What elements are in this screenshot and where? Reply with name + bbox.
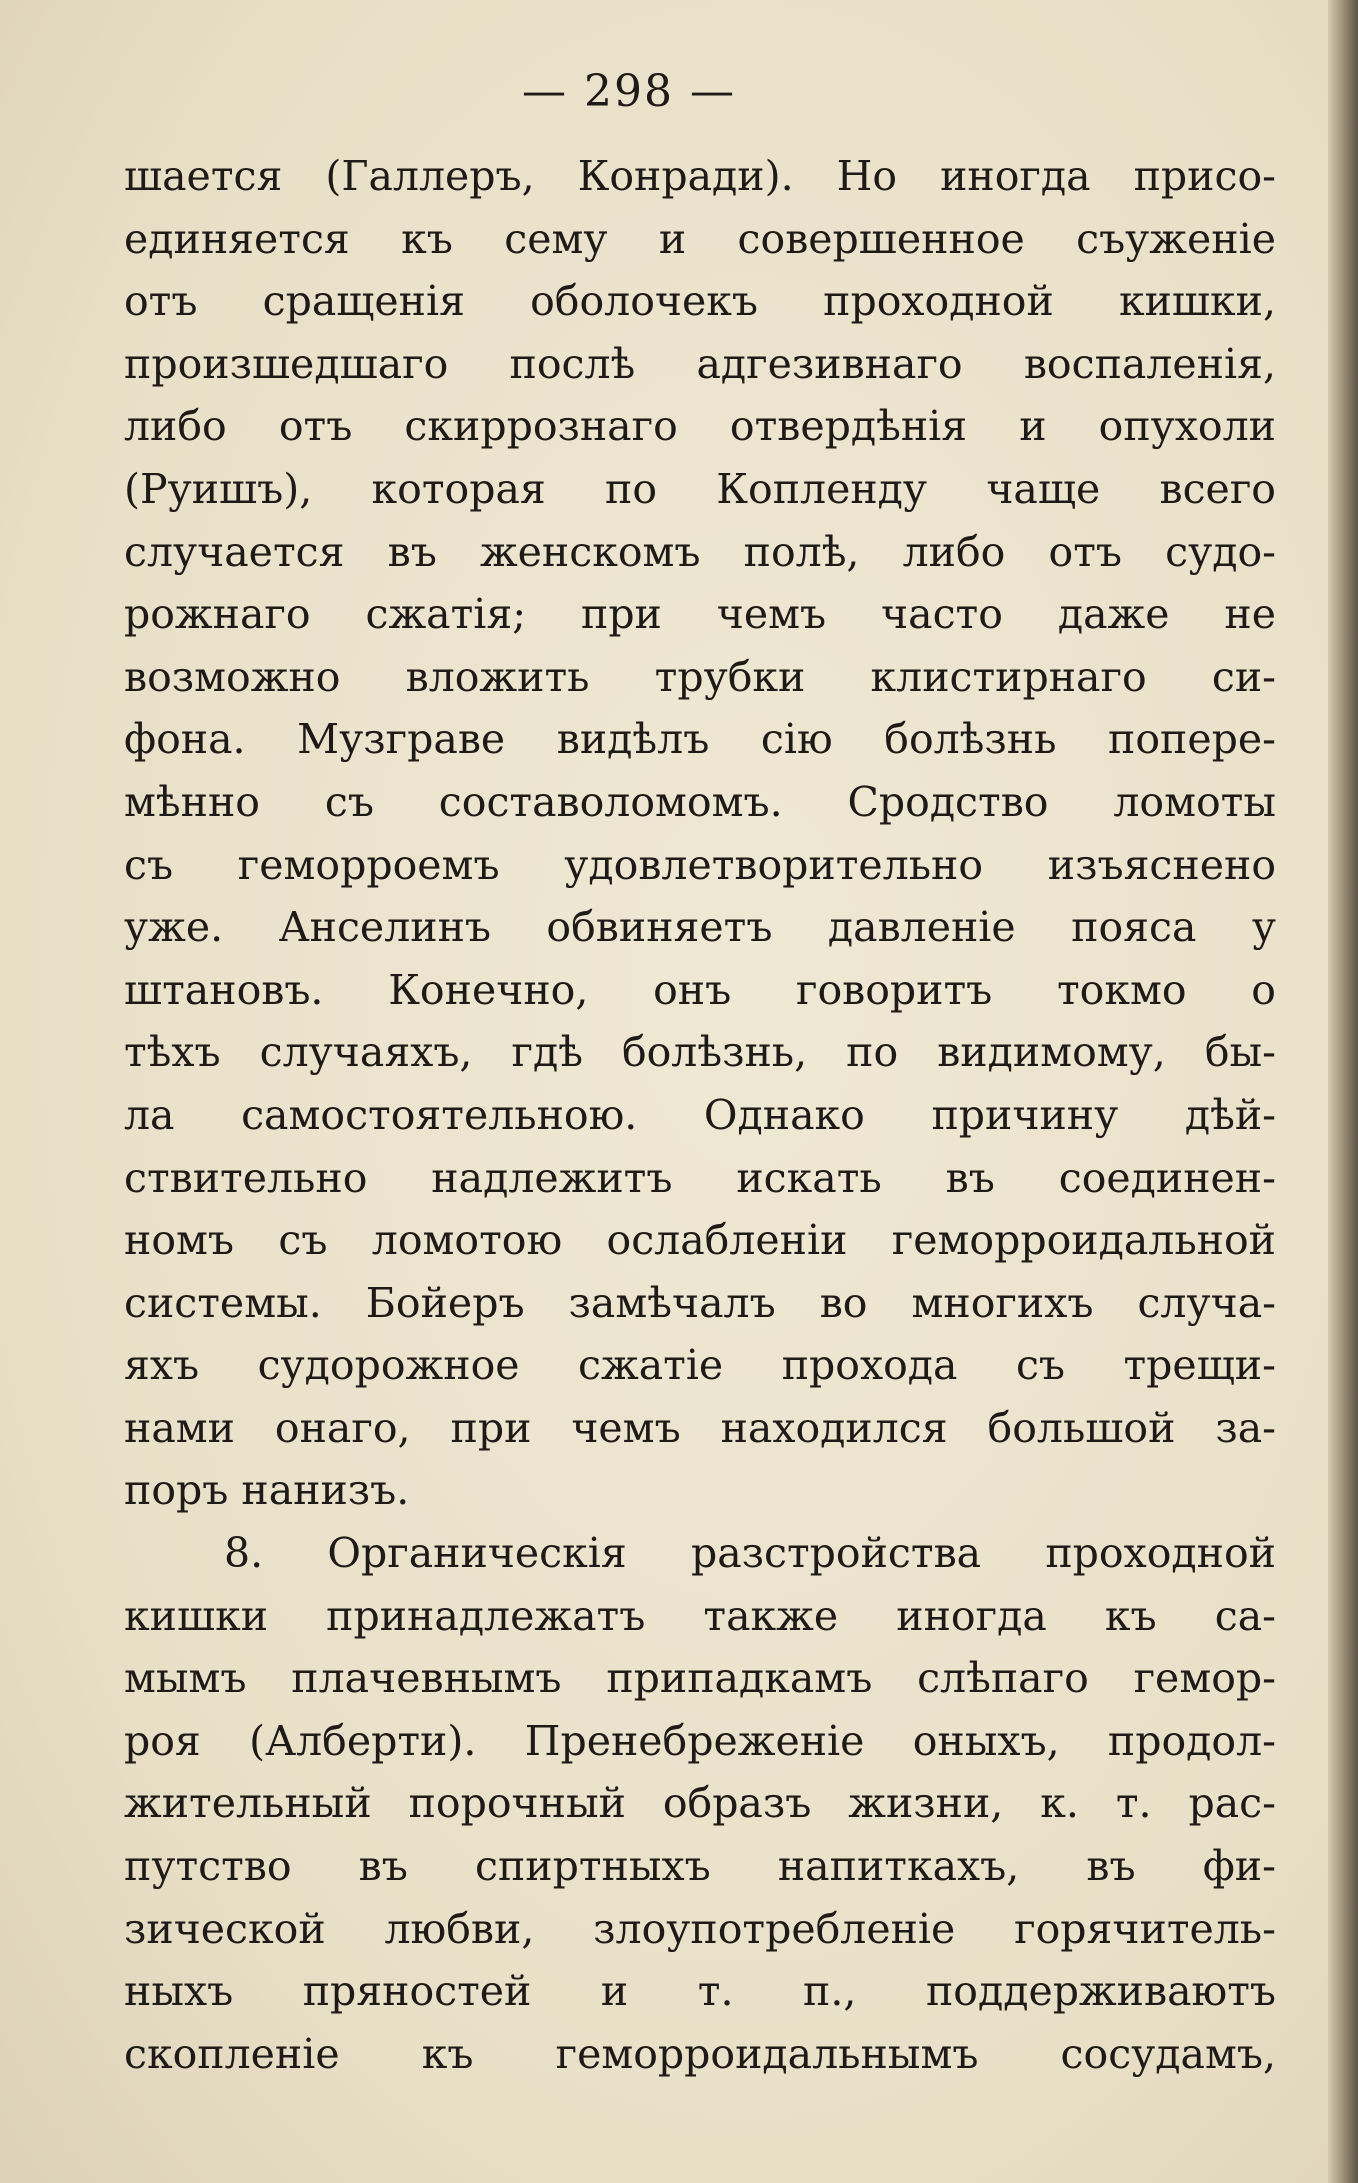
text-line: роя (Алберти). Пренебреженіе оныхъ, продол- xyxy=(124,1716,1276,1765)
text-line: мымъ плачевнымъ припадкамъ слѣпаго гемор- xyxy=(124,1654,1276,1703)
paragraph-8-start-line: 8. Органическія разстройства проходной xyxy=(224,1529,1276,1578)
text-line: скопленіе къ геморроидальнымъ сосудамъ, xyxy=(124,2029,1276,2078)
text-line: съ геморроемъ удовлетворительно изъяснено xyxy=(124,840,1276,889)
text-line: возможно вложить трубки клистирнаго си- xyxy=(124,652,1276,701)
text-line: номъ съ ломотою ослабленіи геморроидальной xyxy=(124,1216,1276,1265)
text-line: системы. Бойеръ замѣчалъ во многихъ случа- xyxy=(124,1278,1276,1327)
text-line: отъ сращенія оболочекъ проходной кишки, xyxy=(124,277,1276,326)
text-line: нами онаго, при чемъ находился большой за- xyxy=(124,1403,1276,1452)
text-line: ныхъ пряностей и т. п., поддерживаютъ xyxy=(124,1967,1276,2016)
text-line: путство въ спиртныхъ напиткахъ, въ фи- xyxy=(124,1842,1276,1891)
text-line: рожнаго сжатія; при чемъ часто даже не xyxy=(124,590,1276,639)
text-line: либо отъ скиррознаго отвердѣнія и опухоли xyxy=(124,402,1276,451)
text-line: уже. Анселинъ обвиняетъ давленіе пояса у xyxy=(124,903,1276,952)
text-line: фона. Музграве видѣлъ сію болѣзнь попере- xyxy=(124,715,1276,764)
page-number: — 298 — xyxy=(522,66,736,117)
text-line: тѣхъ случаяхъ, гдѣ болѣзнь, по видимому, бы- xyxy=(124,1028,1276,1077)
text-line: случается въ женскомъ полѣ, либо отъ судо- xyxy=(124,527,1276,576)
paragraph-end-line: поръ нанизъ. xyxy=(124,1466,410,1515)
text-line: мѣнно съ составоломомъ. Сродство ломоты xyxy=(124,777,1276,826)
text-line: единяется къ сему и совершенное съуженіе xyxy=(124,214,1276,263)
text-line: шается (Галлеръ, Конради). Но иногда присо- xyxy=(124,152,1276,200)
text-line: кишки принадлежатъ также иногда къ са- xyxy=(124,1591,1276,1640)
text-line: (Руишъ), которая по Копленду чаще всего xyxy=(124,464,1276,513)
text-line: зической любви, злоупотребленіе горячитель- xyxy=(124,1904,1276,1953)
text-line: штановъ. Конечно, онъ говоритъ токмо о xyxy=(124,965,1276,1014)
text-line: произшедшаго послѣ адгезивнаго воспаленія, xyxy=(124,339,1276,388)
text-line: жительный порочный образъ жизни, к. т. рас- xyxy=(124,1779,1276,1828)
text-line: ствительно надлежитъ искать въ соединен- xyxy=(124,1153,1276,1202)
book-spine-shadow xyxy=(1328,0,1358,2183)
text-line: ла самостоятельною. Однако причину дѣй- xyxy=(124,1090,1276,1139)
text-line: яхъ судорожное сжатіе прохода съ трещи- xyxy=(124,1341,1276,1390)
page-text xyxy=(124,145,1276,2085)
